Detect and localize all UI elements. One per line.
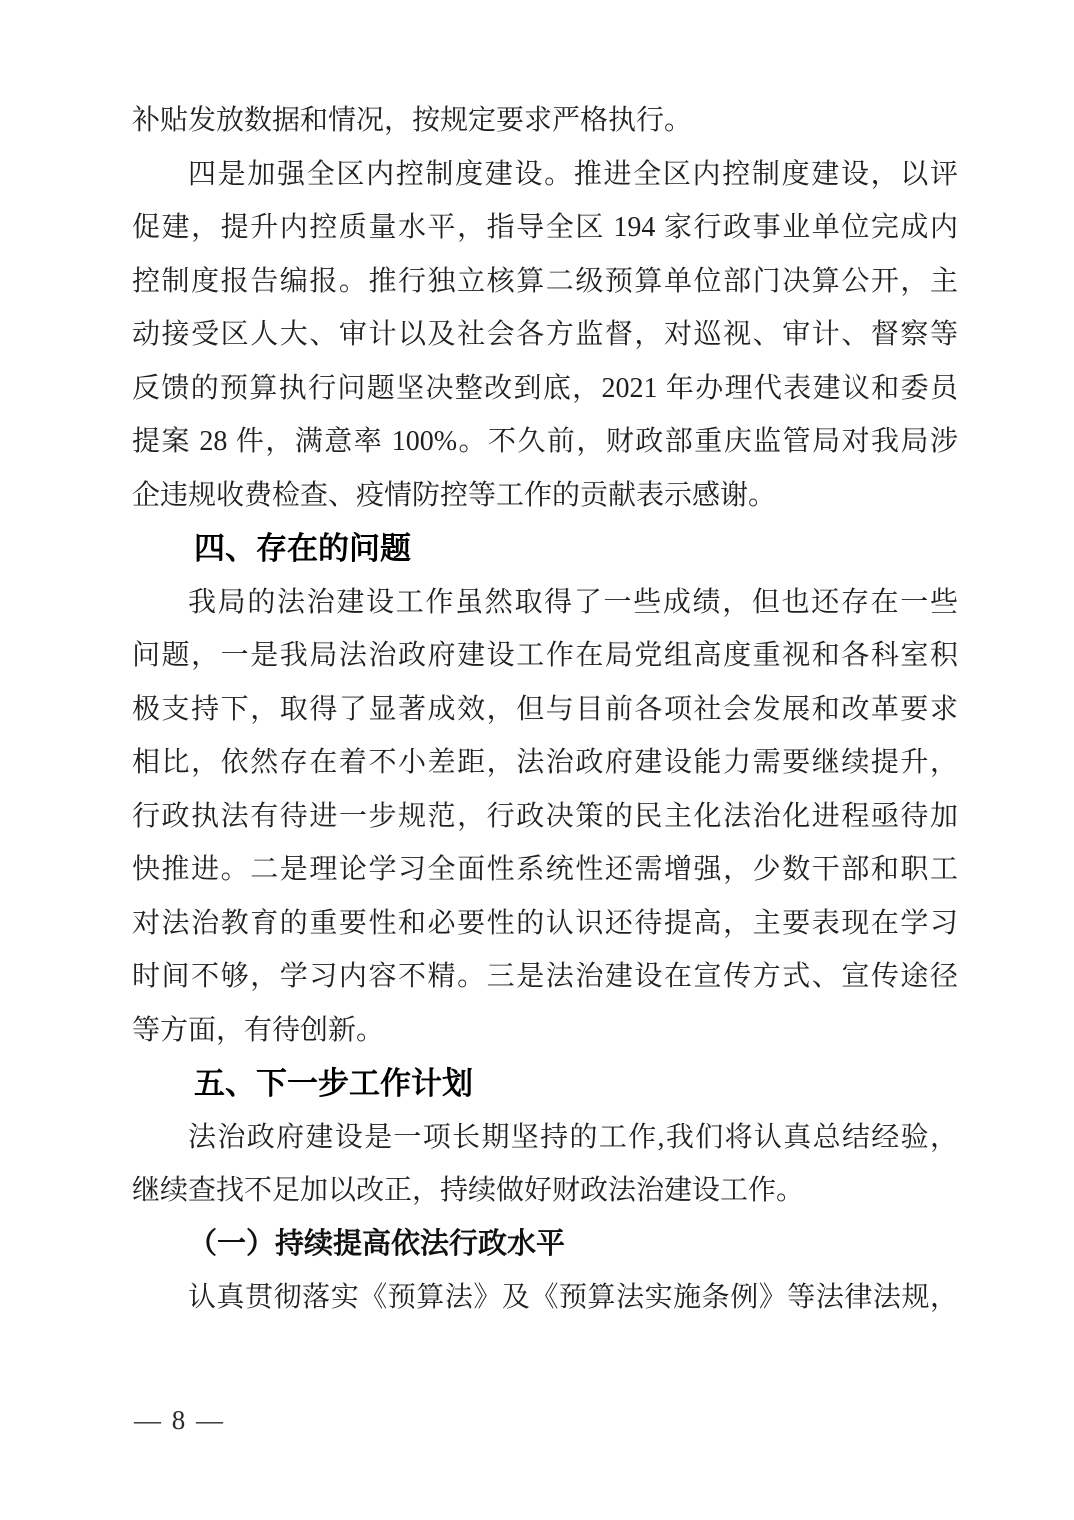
body-text-line: 四是加强全区内控制度建设。推进全区内控制度建设，以评	[188, 158, 958, 190]
paragraph-next-steps	[132, 1111, 958, 1218]
section-heading-4	[132, 522, 958, 576]
body-text-line: 促建，提升内控质量水平，指导全区 194 家行政事业单位完成内	[132, 212, 958, 243]
body-text-line: 法治政府建设是一项长期坚持的工作,我们将认真总结经验，	[188, 1121, 958, 1153]
body-text-line: 企违规收费检查、疫情防控等工作的贡献表示感谢。	[132, 479, 777, 511]
body-text-line: 继续查找不足加以改正，持续做好财政法治建设工作。	[132, 1175, 805, 1206]
body-text-line: 反馈的预算执行问题坚决整改到底，2021 年办理代表建议和委员	[132, 372, 958, 404]
paragraph-internal-control	[132, 148, 958, 523]
body-text-line: 控制度报告编报。推行独立核算二级预算单位部门决算公开，主	[132, 265, 958, 297]
body-text-line: 快推进。二是理论学习全面性系统性还需增强，少数干部和职工	[132, 854, 958, 885]
subsection-heading: （一）持续提高依法行政水平	[188, 1227, 566, 1260]
section-heading: 五、下一步工作计划	[194, 1066, 473, 1101]
paragraph-problems	[132, 576, 958, 1058]
paragraph-budget-law	[132, 1271, 958, 1325]
body-text-line: 我局的法治建设工作虽然取得了一些成绩，但也还存在一些	[188, 586, 958, 618]
body-text-line: 对法治教育的重要性和必要性的认识还待提高，主要表现在学习	[132, 907, 958, 939]
section-heading-5	[132, 1057, 958, 1111]
document-body	[132, 94, 958, 1325]
body-text-line: 动接受区人大、审计以及社会各方监督，对巡视、审计、督察等	[132, 319, 958, 350]
body-text-line: 时间不够，学习内容不精。三是法治建设在宣传方式、宣传途径	[132, 961, 958, 992]
body-text-line: 极支持下，取得了显著成效，但与目前各项社会发展和改革要求	[132, 693, 958, 725]
body-text-line: 补贴发放数据和情况，按规定要求严格执行。	[132, 105, 693, 136]
body-text-line: 等方面，有待创新。	[132, 1014, 385, 1046]
body-text-line: 认真贯彻落实《预算法》及《预算法实施条例》等法律法规，	[188, 1282, 958, 1313]
paragraph-continuation	[132, 94, 958, 148]
body-text-line: 问题，一是我局法治政府建设工作在局党组高度重视和各科室积	[132, 640, 958, 671]
body-text-line: 相比，依然存在着不小差距，法治政府建设能力需要继续提升，	[132, 747, 958, 778]
body-text-line: 提案 28 件，满意率 100%。不久前，财政部重庆监管局对我局涉	[132, 426, 958, 457]
section-heading: 四、存在的问题	[194, 531, 411, 566]
body-text-line: 行政执法有待进一步规范，行政决策的民主化法治化进程亟待加	[132, 800, 958, 832]
page-number: — 8 —	[134, 1405, 225, 1435]
subsection-heading-1	[132, 1218, 958, 1272]
